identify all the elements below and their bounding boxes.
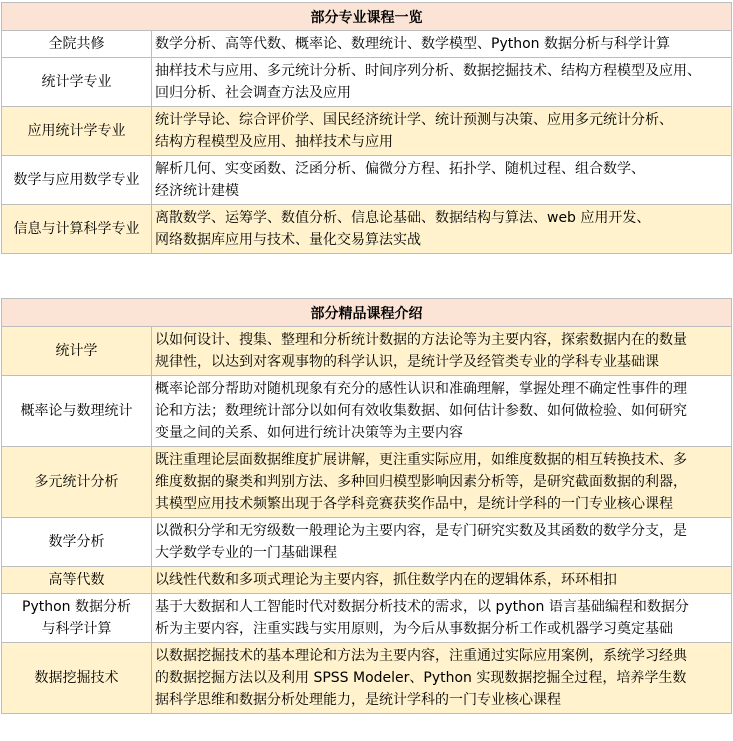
text-line: 数学分析 [48, 534, 105, 550]
course-name [2, 643, 152, 714]
table-row [2, 643, 732, 714]
text-line: 结构方程模型及应用、抽样技术与应用 [155, 134, 393, 150]
table-title: 部分专业课程一览 [2, 3, 732, 31]
text-line: 变量之间的关系、如何进行统计决策等为主要内容 [155, 425, 463, 441]
text-line: 高等代数 [48, 572, 105, 588]
text-line: 以如何设计、搜集、整理和分析统计数据的方法论等为主要内容，探索数据内在的数量 [155, 332, 687, 348]
text-line: 以微积分学和无穷级数一般理论为主要内容，是专门研究实数及其函数的数学分支，是 [155, 523, 687, 539]
table-row [2, 376, 732, 447]
course-name [2, 567, 152, 594]
text-line: 概率论与数理统计 [20, 403, 133, 419]
text-line: 回归分析、社会调查方法及应用 [155, 85, 351, 101]
course-name [2, 447, 152, 518]
major-name: 全院共修 [2, 31, 152, 58]
course-list [152, 31, 732, 58]
major-name: 数学与应用数学专业 [2, 156, 152, 205]
text-line: 以数据挖掘技术的基本理论和方法为主要内容，注重通过实际应用案例，系统学习经典 [155, 648, 687, 664]
table-row [2, 205, 732, 254]
text-line: 多元统计分析 [34, 474, 119, 490]
table-row [2, 58, 732, 107]
course-name [2, 518, 152, 567]
text-line: 与科学计算 [41, 621, 112, 637]
text-line: 论和方法；数理统计部分以如何有效收集数据、如何估计参数、如何做检验、如何研究 [155, 403, 687, 419]
course-description [152, 376, 732, 447]
table-row [2, 327, 732, 376]
text-line: 其模型应用技术频繁出现于各学科竞赛获奖作品中，是统计学科的一门专业核心课程 [155, 496, 673, 512]
featured-courses-table [1, 298, 732, 714]
text-line: 以线性代数和多项式理论为主要内容，抓住数学内在的逻辑体系，环环相扣 [155, 572, 617, 588]
course-name [2, 376, 152, 447]
text-line: 解析几何、实变函数、泛函分析、偏微分方程、拓扑学、随机过程、组合数学、 [155, 161, 645, 177]
text-line: 网络数据库应用与技术、量化交易算法实战 [155, 232, 421, 248]
text-line: 大学数学专业的一门基础课程 [155, 545, 337, 561]
course-list [152, 156, 732, 205]
course-description [152, 447, 732, 518]
major-name: 信息与计算科学专业 [2, 205, 152, 254]
text-line: 数学分析、高等代数、概率论、数理统计、数学模型、Python 数据分析与科学计算 [155, 36, 670, 52]
text-line: 析为主要内容，注重实践与实用原则，为今后从事数据分析工作或机器学习奠定基础 [155, 621, 673, 637]
text-line: 基于大数据和人工智能时代对数据分析技术的需求，以 python 语言基础编程和数据分 [155, 599, 689, 615]
text-line: 离散数学、运筹学、数值分析、信息论基础、数据结构与算法、web 应用开发、 [155, 210, 651, 226]
course-description [152, 594, 732, 643]
text-line: Python 数据分析 [22, 599, 131, 615]
course-list [152, 58, 732, 107]
course-list [152, 107, 732, 156]
major-name: 应用统计学专业 [2, 107, 152, 156]
course-description [152, 518, 732, 567]
text-line: 既注重理论层面数据维度扩展讲解，更注重实际应用，如维度数据的相互转换技术、多 [155, 452, 687, 468]
text-line: 维度数据的聚类和判别方法、多种回归模型影响因素分析等，是研究截面数据的利器， [155, 474, 687, 490]
text-line: 规律性，以达到对客观事物的科学认识，是统计学及经管类专业的学科专业基础课 [155, 354, 659, 370]
text-line: 数据挖掘技术 [34, 670, 119, 686]
text-line: 据科学思维和数据分析处理能力，是统计学科的一门专业核心课程 [155, 692, 561, 708]
table-row [2, 594, 732, 643]
table-row [2, 107, 732, 156]
table-row [2, 447, 732, 518]
table-row [2, 156, 732, 205]
course-description [152, 567, 732, 594]
table-row [2, 567, 732, 594]
table-row [2, 31, 732, 58]
major-name: 统计学专业 [2, 58, 152, 107]
course-name [2, 327, 152, 376]
course-overview-table [1, 2, 732, 254]
table-row [2, 518, 732, 567]
text-line: 经济统计建模 [155, 183, 239, 199]
course-description [152, 327, 732, 376]
table-title: 部分精品课程介绍 [2, 299, 732, 327]
course-description [152, 643, 732, 714]
course-list [152, 205, 732, 254]
text-line: 的数据挖掘方法以及利用 SPSS Modeler、Python 实现数据挖掘全过程，培养学生数 [155, 670, 687, 686]
text-line: 概率论部分帮助对随机现象有充分的感性认识和准确理解，掌握处理不确定性事件的理 [155, 381, 687, 397]
text-line: 抽样技术与应用、多元统计分析、时间序列分析、数据挖掘技术、结构方程模型及应用、 [155, 63, 701, 79]
text-line: 统计学 [55, 343, 98, 359]
text-line: 统计学导论、综合评价学、国民经济统计学、统计预测与决策、应用多元统计分析、 [155, 112, 673, 128]
course-name [2, 594, 152, 643]
